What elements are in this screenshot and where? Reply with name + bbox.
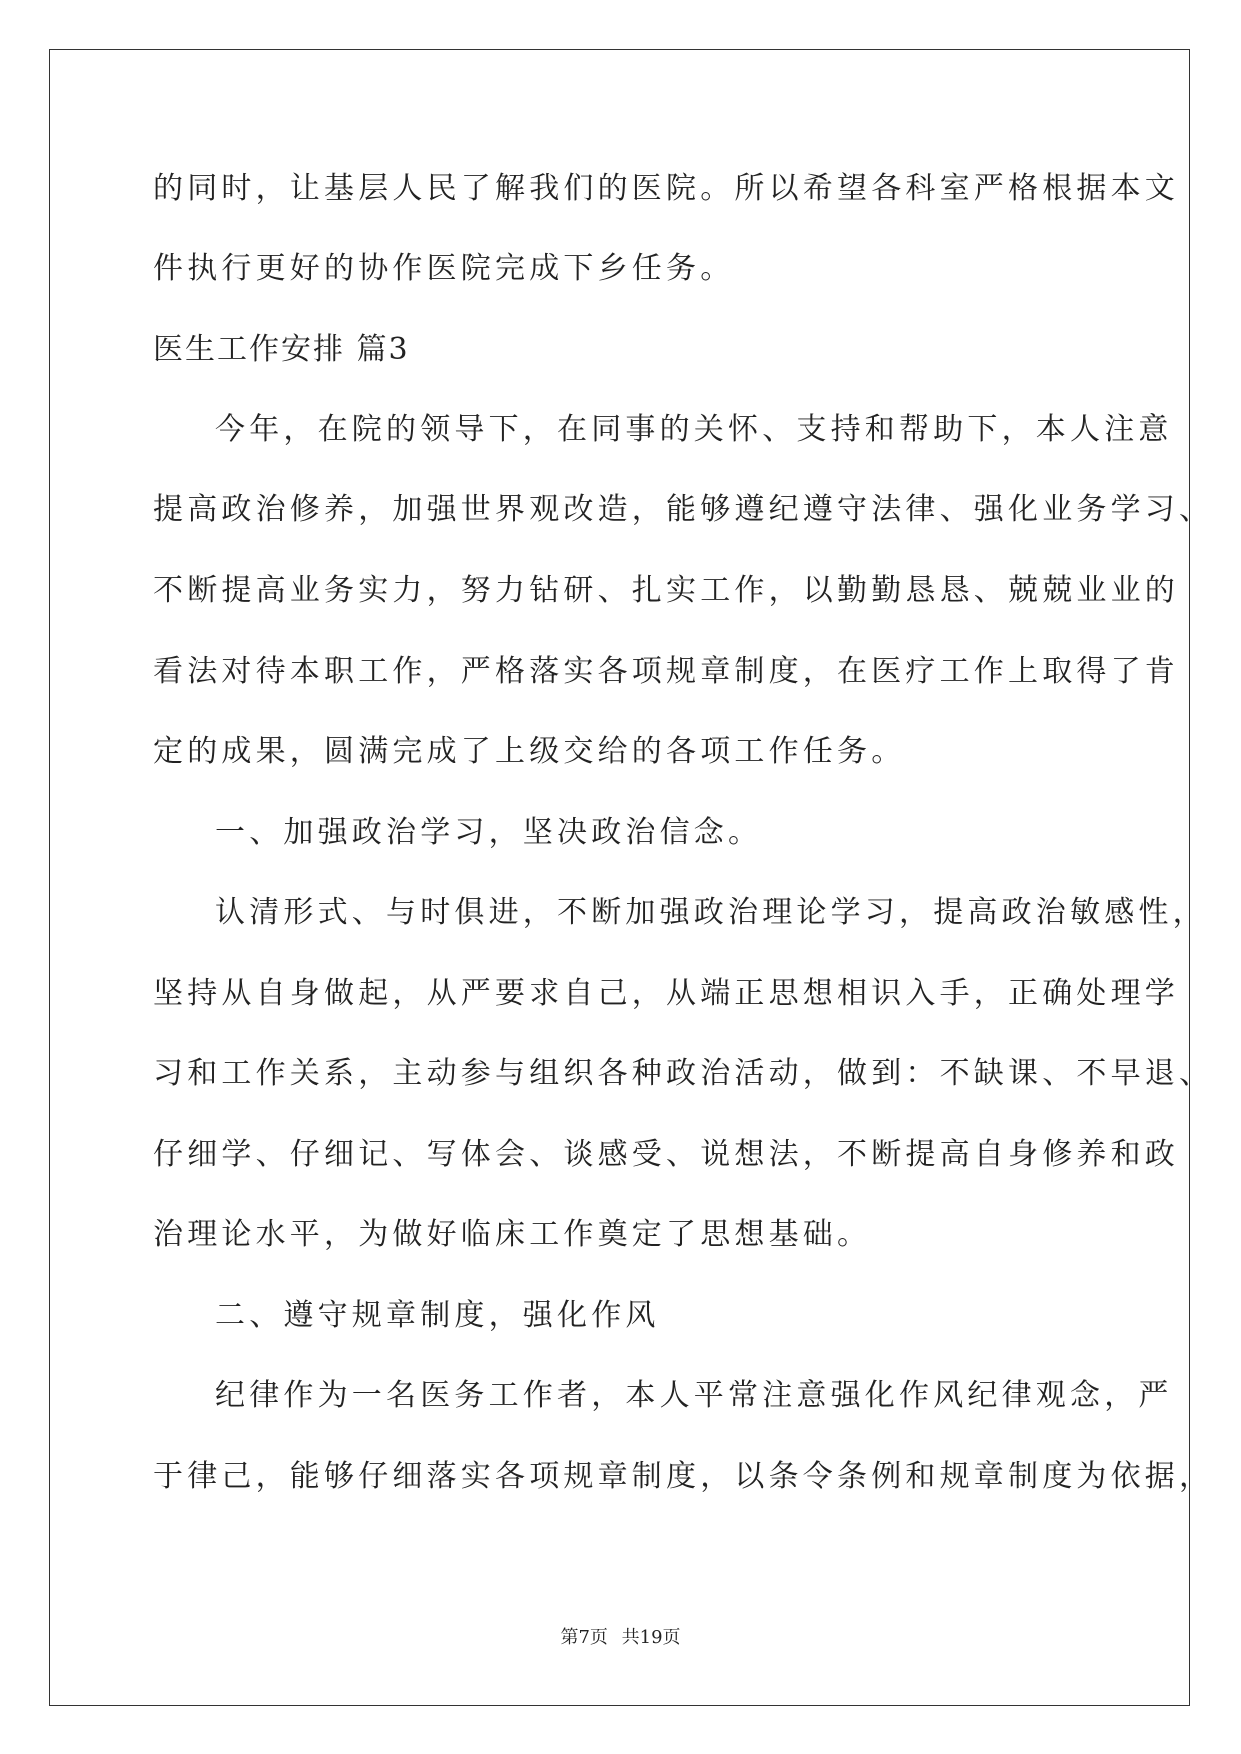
text-line: 今年，在院的领导下，在同事的关怀、支持和帮助下，本人注意	[215, 412, 1173, 447]
text-line: 的同时，让基层人民了解我们的医院。所以希望各科室严格根据本文	[153, 171, 1179, 206]
page-number: 第7页	[560, 1627, 608, 1648]
text-line: 定的成果，圆满完成了上级交给的各项工作任务。	[153, 734, 906, 769]
text-line: 不断提高业务实力，努力钻研、扎实工作，以勤勤恳恳、兢兢业业的	[153, 573, 1179, 608]
subsection-heading: 二、遵守规章制度，强化作风	[215, 1298, 660, 1333]
subsection-heading: 一、加强政治学习，坚决政治信念。	[215, 815, 763, 850]
text-line: 治理论水平，为做好临床工作奠定了思想基础。	[153, 1217, 872, 1252]
text-line: 习和工作关系，主动参与组织各种政治活动，做到：不缺课、不早退、	[153, 1056, 1214, 1091]
text-line: 纪律作为一名医务工作者，本人平常注意强化作风纪律观念，严	[215, 1378, 1173, 1413]
text-line: 认清形式、与时俱进，不断加强政治理论学习，提高政治敏感性，	[215, 895, 1207, 930]
text-line: 件执行更好的协作医院完成下乡任务。	[153, 251, 735, 286]
page-total: 共19页	[621, 1627, 681, 1648]
page-footer	[0, 1626, 1241, 1650]
text-line: 于律己，能够仔细落实各项规章制度，以条令条例和规章制度为依据，	[153, 1459, 1214, 1494]
text-line: 提高政治修养，加强世界观改造，能够遵纪遵守法律、强化业务学习、	[153, 492, 1214, 527]
text-line: 坚持从自身做起，从严要求自己，从端正思想相识入手，正确处理学	[153, 976, 1179, 1011]
text-line: 看法对待本职工作，严格落实各项规章制度，在医疗工作上取得了肯	[153, 654, 1179, 689]
text-line: 仔细学、仔细记、写体会、谈感受、说想法，不断提高自身修养和政	[153, 1137, 1179, 1172]
section-heading: 医生工作安排 篇3	[153, 332, 410, 367]
